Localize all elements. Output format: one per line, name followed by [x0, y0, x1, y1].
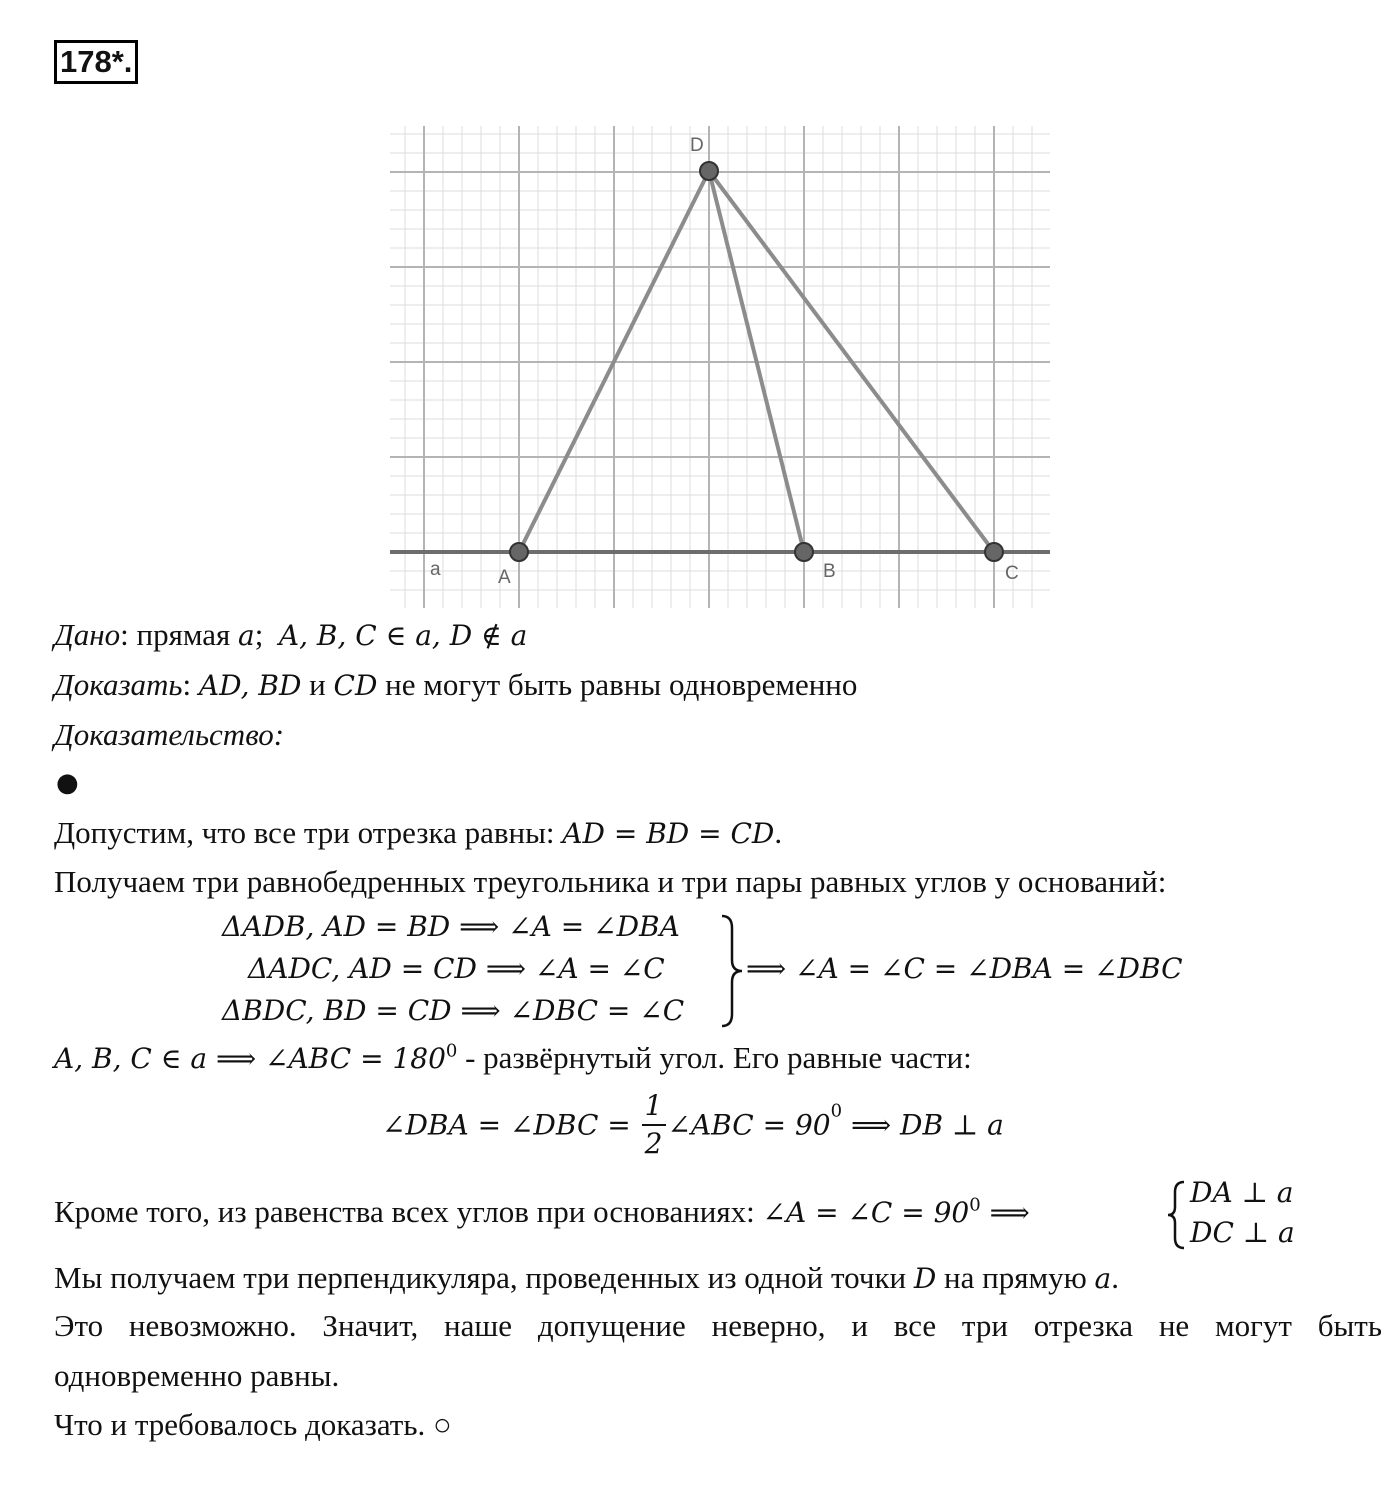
geometry-figure	[390, 126, 1050, 608]
grid-minor	[390, 126, 1050, 608]
problem-number: 178*.	[54, 40, 138, 84]
assume-line: Допустим, что все три отрезка равны: AD = BD = CD.	[54, 815, 783, 850]
system-row-2: ΔADC, AD = CD ⟹ ∠A = ∠C	[248, 952, 665, 985]
system-row-1: ΔADB, AD = BD ⟹ ∠A = ∠DBA	[222, 910, 680, 943]
point-d	[700, 162, 718, 180]
given-a: a	[238, 619, 255, 652]
right-brace	[718, 914, 748, 1028]
three-perpendiculars-line: Мы получаем три перпендикуляра, проведенных из одной точки D на прямую a.	[54, 1260, 1119, 1295]
label-c: C	[1005, 563, 1019, 584]
given-label: Дано	[54, 617, 121, 652]
fraction-one-half: $\frac{1}{2}$	[642, 1088, 666, 1162]
proof-title: Доказательство:	[54, 717, 285, 752]
impossible-line-1: Это невозможно. Значит, наше допущение неверно, и все три отрезка не могут быть	[54, 1308, 1382, 1343]
left-brace	[1166, 1180, 1188, 1250]
prove-label: Доказать	[54, 667, 183, 702]
label-a: A	[498, 567, 511, 588]
label-line-a: a	[430, 559, 441, 580]
label-b: B	[823, 561, 836, 582]
point-b	[795, 543, 813, 561]
grid-major	[390, 126, 1050, 608]
half-angle-equation: ∠DBA = ∠DBC = $\frac{1}{2}$ ∠ABC = $90^0$ ⟹ DB ⊥ a	[382, 1089, 1004, 1160]
prove-line: Доказать: AD, BD и CD не могут быть равны одновременно	[54, 667, 858, 702]
straight-angle-line: A, B, C ∈ a ⟹ ∠ABC = $180^0$ - развёрнутый угол. Его равные части:	[54, 1040, 972, 1075]
impossible-line-2: одновременно равны.	[54, 1358, 340, 1393]
qed-line: Что и требовалось доказать. ○	[54, 1407, 452, 1442]
system-result: ⟹ ∠A = ∠C = ∠DBA = ∠DBC	[746, 952, 1183, 985]
besides-line: Кроме того, из равенства всех углов при основаниях: ∠A = ∠C = $90^0$ ⟹	[54, 1194, 1030, 1229]
perp-dc: DC ⊥ a	[1190, 1216, 1295, 1249]
point-a	[510, 543, 528, 561]
given-math: A, B, C ∈ a, D ∉ a	[278, 619, 528, 652]
label-d: D	[690, 135, 704, 156]
isosceles-line: Получаем три равнобедренных треугольника и три пары равных углов у оснований:	[54, 864, 1167, 899]
point-c	[985, 543, 1003, 561]
bullet: ●	[56, 768, 79, 798]
system-row-3: ΔBDC, BD = CD ⟹ ∠DBC = ∠C	[222, 994, 685, 1027]
perp-da: DA ⊥ a	[1190, 1176, 1294, 1209]
given-line: Дано: прямая a; A, B, C ∈ a, D ∉ a	[54, 617, 528, 652]
